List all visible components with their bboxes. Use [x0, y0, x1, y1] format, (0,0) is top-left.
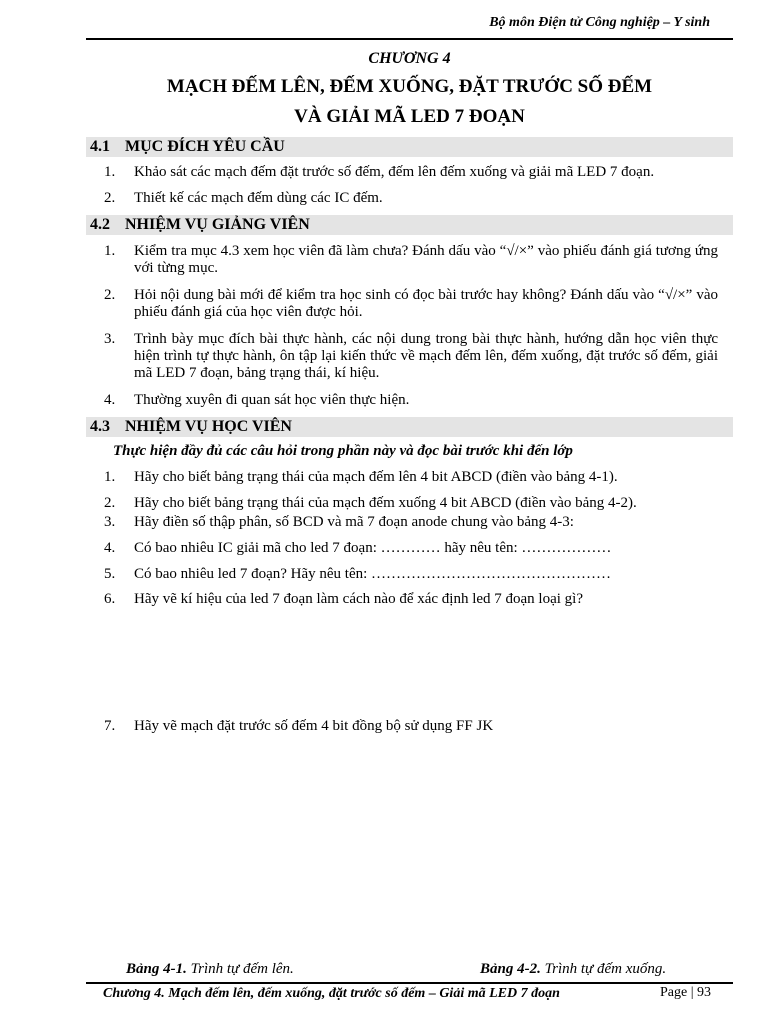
item-text: Hãy điền số thập phân, số BCD và mã 7 đoạn anode chung vào bảng 4-3: [134, 514, 574, 530]
item-text: Kiểm tra mục 4.3 xem học viên đã làm chưa? Đánh dấu vào “√/×” vào phiếu đánh giá tương ứng với từng mục. [134, 243, 718, 276]
item-number: 4. [104, 540, 116, 556]
section-heading-4-2 [86, 215, 733, 235]
caption-text: Trình tự đếm xuống. [540, 961, 667, 977]
section-number: 4.1 [90, 138, 110, 155]
page-number: Page | 93 [660, 985, 712, 1000]
chapter-label: CHƯƠNG 4 [368, 50, 451, 67]
table-caption-4-2 [480, 961, 666, 978]
chapter-title-line1: MẠCH ĐẾM LÊN, ĐẾM XUỐNG, ĐẶT TRƯỚC SỐ ĐẾM [166, 76, 653, 97]
item-number: 2. [104, 495, 116, 511]
item-number: 3. [104, 514, 116, 530]
item-text: Khảo sát các mạch đếm đặt trước số đếm, đếm lên đếm xuống và giải mã LED 7 đoạn. [134, 164, 655, 180]
item-number: 3. [104, 331, 116, 347]
item-number: 6. [104, 591, 116, 607]
caption-text: Trình tự đếm lên. [186, 961, 294, 977]
item-text: Trình bày mục đích bài thực hành, các nội dung trong bài thực hành, hướng dẫn học viên thực hiện trình tự thực hành, ôn tập lại kiến thức về mạch đếm lên, đếm xuống, đặt trước số đếm, giải mã LED 7 đoạn, bảng trạng thái, kí hiệu. [134, 331, 718, 381]
item-number: 2. [104, 190, 116, 206]
section-heading-4-1 [86, 137, 733, 157]
caption-label: Bảng 4-2. [480, 961, 541, 977]
item-number: 7. [104, 718, 116, 734]
section-number: 4.2 [90, 216, 110, 233]
item-text: Có bao nhiêu IC giải mã cho led 7 đoạn: ………… hãy nêu tên: ……………… [134, 540, 612, 556]
header-rule [86, 38, 733, 40]
item-text: Hãy vẽ kí hiệu của led 7 đoạn làm cách nào để xác định led 7 đoạn loại gì? [134, 591, 584, 607]
footer-chapter-text: Chương 4. Mạch đếm lên, đếm xuống, đặt trước số đếm – Giải mã LED 7 đoạn [103, 986, 560, 1001]
section-number: 4.3 [90, 418, 110, 435]
item-number: 5. [104, 566, 116, 582]
item-text: Có bao nhiêu led 7 đoạn? Hãy nêu tên: ………………………………………… [134, 566, 612, 582]
item-number: 1. [104, 469, 116, 485]
section-title: NHIỆM VỤ GIẢNG VIÊN [125, 216, 310, 233]
item-text: Thiết kế các mạch đếm dùng các IC đếm. [134, 190, 383, 206]
section-heading-4-3 [86, 417, 733, 437]
chapter-title-line2: VÀ GIẢI MÃ LED 7 ĐOẠN [294, 106, 525, 127]
section-title: MỤC ĐÍCH YÊU CẦU [125, 138, 285, 155]
item-text: Hãy vẽ mạch đặt trước số đếm 4 bit đồng bộ sử dụng FF JK [134, 718, 494, 734]
item-text: Hỏi nội dung bài mới để kiểm tra học sinh có đọc bài trước hay không? Đánh dấu vào “√/×” vào phiếu đánh giá của học viên được hỏi. [134, 287, 718, 320]
item-text: Hãy cho biết bảng trạng thái của mạch đếm xuống 4 bit ABCD (điền vào bảng 4-2). [134, 495, 637, 511]
section-title: NHIỆM VỤ HỌC VIÊN [125, 418, 292, 435]
item-number: 1. [104, 164, 116, 180]
item-text: Hãy cho biết bảng trạng thái của mạch đếm lên 4 bit ABCD (điền vào bảng 4-1). [134, 469, 618, 485]
section-subheading: Thực hiện đầy đủ các câu hỏi trong phần này và đọc bài trước khi đến lớp [113, 443, 573, 459]
caption-label: Bảng 4-1. [126, 961, 187, 977]
item-number: 4. [104, 392, 116, 408]
table-caption-4-1 [126, 961, 294, 978]
item-number: 2. [104, 287, 116, 303]
item-text: Thường xuyên đi quan sát học viên thực hiện. [134, 392, 410, 408]
footer-rule [86, 982, 733, 984]
running-header: Bộ môn Điện tử Công nghiệp – Y sinh [489, 15, 710, 30]
item-number: 1. [104, 243, 116, 259]
